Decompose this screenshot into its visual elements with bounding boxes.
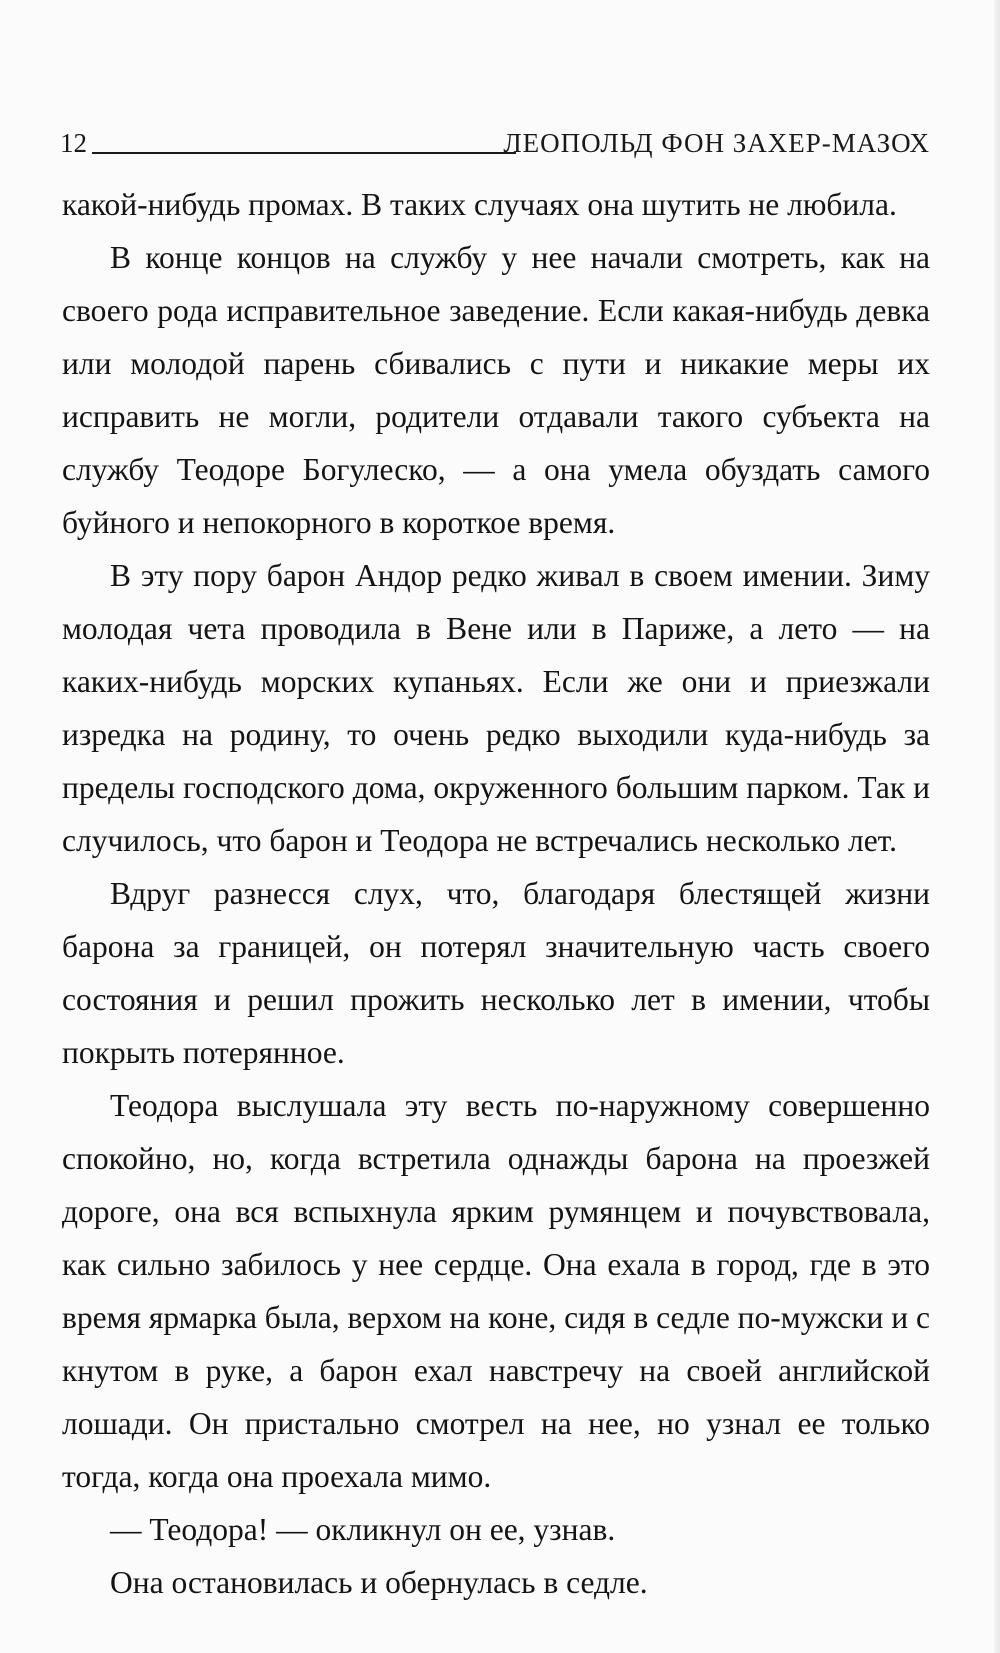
paragraph-continued: какой-нибудь промах. В таких случаях она шутить не любила. [62, 187, 897, 222]
page-number: 12 [60, 128, 87, 158]
paragraph: Она остановилась и обернулась в седле. [110, 1565, 648, 1600]
paragraph: Теодора выслушала эту весть по-наружному совершенно спокойно, но, когда встретила однажды барона на проезжей дороге, она вся вспыхнула ярким румянцем и почувствовала, как сильно забилось у нее сердце. Она ехала в город, где в это время ярмарка была, верхом на коне, сидя в седле по-мужски и с кнутом в руке, а барон ехал навстречу на своей английской лошади. Он пристально смотрел на нее, но узнал ее только тогда, когда она проехала мимо. [62, 1088, 930, 1494]
paragraph: В конце концов на службу у нее начали смотреть, как на своего рода исправительное заведение. Если какая-нибудь девка или молодой парень сбивались с пути и никакие меры их исправить не могли, родители отдавали такого субъекта на службу Теодоре Богулеско, — а она умела обуздать самого буйного и непокорного в короткое время. [62, 240, 930, 540]
paragraph: Вдруг разнесся слух, что, благодаря блестящей жизни барона за границей, он потерял значительную часть своего состояния и решил прожить несколько лет в имении, чтобы покрыть потерянное. [62, 876, 930, 1070]
page-edge-shadow [994, 0, 1000, 1653]
dialogue-line: — Теодора! — окликнул он ее, узнав. [110, 1512, 616, 1547]
header-rule [92, 152, 516, 154]
running-header [60, 124, 930, 160]
running-title: ЛЕОПОЛЬД ФОН ЗАХЕР-МАЗОХ [503, 128, 930, 158]
body-text [62, 178, 930, 1609]
paragraph: В эту пору барон Андор редко живал в своем имении. Зиму молодая чета проводила в Вене или в Париже, а лето — на каких-нибудь морских купаньях. Если же они и приезжали изредка на родину, то очень редко выходили куда-нибудь за пределы господского дома, окруженного большим парком. Так и случилось, что барон и Теодора не встречались несколько лет. [62, 558, 930, 858]
